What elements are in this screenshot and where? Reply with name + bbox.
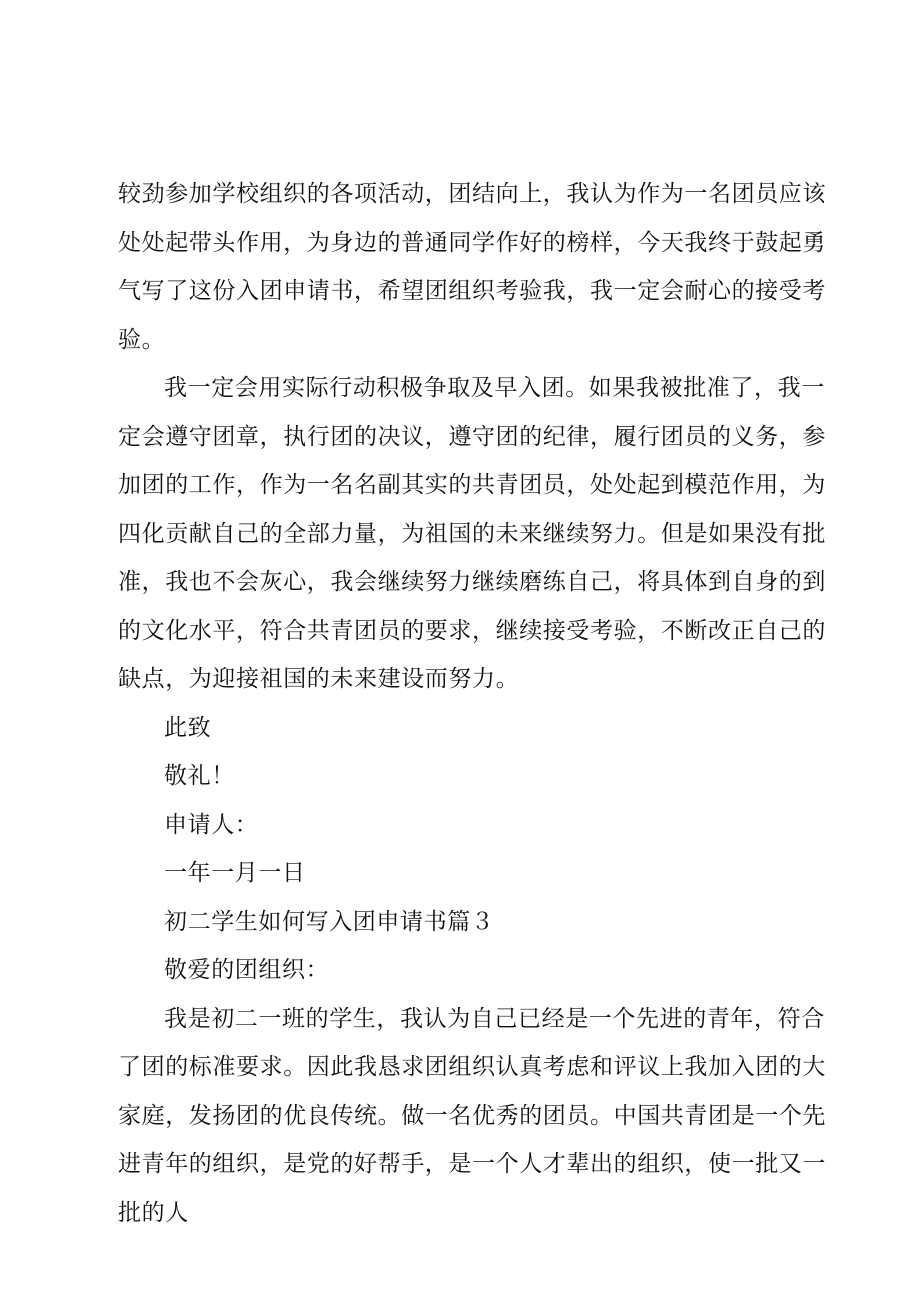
greeting-line: 敬爱的团组织： xyxy=(164,957,330,983)
closing-line: 此致 xyxy=(164,714,212,741)
paragraph-3: 我是初二一班的学生，我认为自己已经是一个先进的青年，符合了团的标准要求。因此我恳求团组织认真考虑和评议上我加入团的大家庭，发扬团的优良传统。做一名优秀的团员。中国共青团是一个先进青年的组织，是党的好帮手，是一个人才辈出的组织，使一批又一批的人 xyxy=(118,1005,826,1226)
section-title: 初二学生如何写入团申请书篇３ xyxy=(164,908,495,935)
paragraph-1: 较劲参加学校组织的各项活动，团结向上，我认为作为一名团员应该处处起带头作用，为身边的普通同学作好的榜样，今天我终于鼓起勇气写了这份入团申请书，希望团组织考验我，我一定会耐心的接受考验。 xyxy=(118,181,826,353)
date-line: 一年一月一日 xyxy=(164,860,306,886)
applicant-line: 申请人： xyxy=(164,811,259,838)
salute-line: 敬礼！ xyxy=(164,763,235,789)
document-body xyxy=(118,170,830,1237)
paragraph-2: 我一定会用实际行动积极争取及早入团。如果我被批准了，我一定会遵守团章，执行团的决议，遵守团的纪律，履行团员的义务，参加团的工作，作为一名名副其实的共青团员，处处起到模范作用，为四化贡献自己的全部力量，为祖国的未来继续努力。但是如果没有批准，我也不会灰心，我会继续努力继续磨练自己，将具体到自身的到的文化水平，符合共青团员的要求，继续接受考验，不断改正自己的缺点，为迎接祖国的未来建设而努力。 xyxy=(118,375,826,692)
